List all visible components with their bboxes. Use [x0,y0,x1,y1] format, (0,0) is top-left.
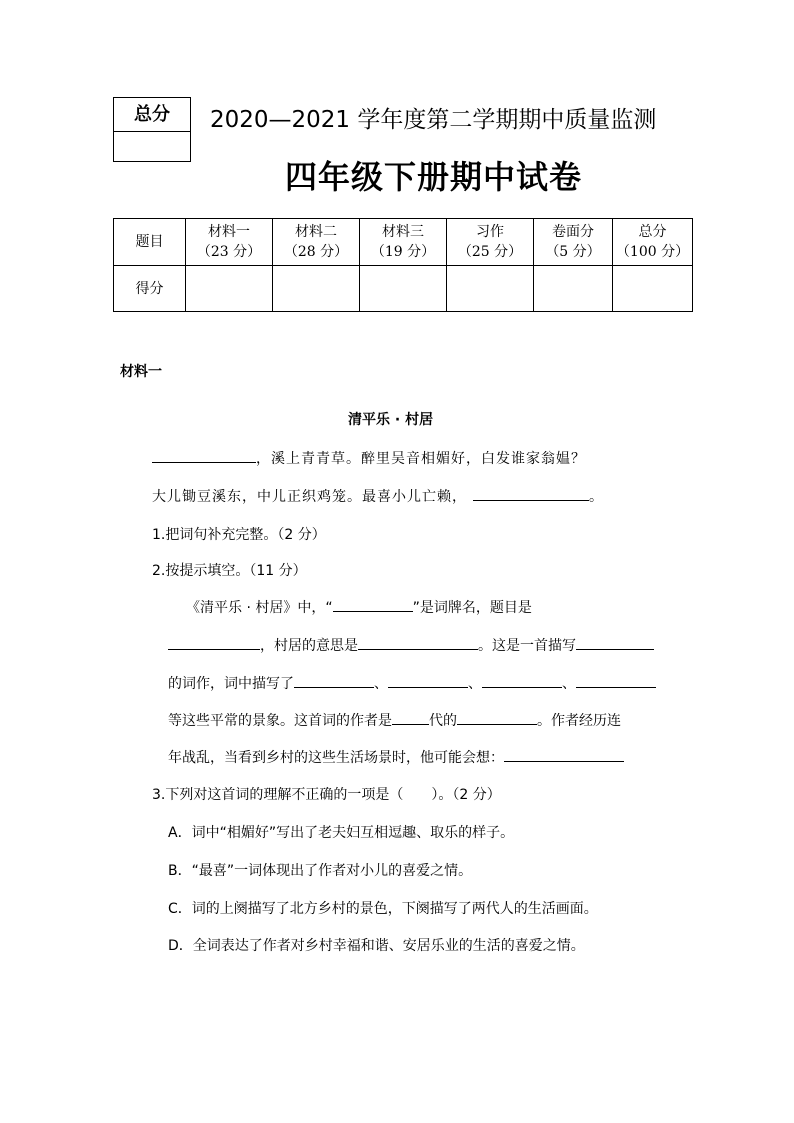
total-score-label: 总分 [114,98,190,132]
poem-text: ，溪上青青草。醉里吴音相媚好，白发谁家翁媪？ [256,451,586,467]
column-points: （25 分） [457,244,523,260]
q2-text: ，村居的意思是 [260,638,358,654]
column-header [613,219,693,266]
column-name: 卷面分 [552,224,594,240]
score-cell[interactable] [613,266,693,312]
column-name: 材料一 [208,224,250,240]
poem-title: 清平乐 · 村居 [348,412,434,428]
answer-blank[interactable] [576,635,654,650]
option-d[interactable]: D．全词表达了作者对乡村幸福和谐、安居乐业的生活的喜爱之情。 [168,938,585,954]
poem-text: 。 [589,489,604,505]
score-cell[interactable] [360,266,447,312]
q2-text: 《清平乐 · 村居》中，“ [186,600,333,616]
column-points: （28 分） [283,244,349,260]
row-label-topic: 题目 [114,219,186,266]
q2-text: 、 [374,676,388,692]
answer-blank[interactable] [576,673,656,688]
q2-line-1 [186,597,532,617]
column-header [273,219,360,266]
exam-title: 2020—2021 学年度第二学期期中质量监测 [210,107,657,133]
answer-blank[interactable] [388,673,468,688]
row-label-score: 得分 [114,266,186,312]
q2-line-2 [168,635,654,655]
column-header [360,219,447,266]
score-cell[interactable] [186,266,273,312]
poem-line-2 [152,486,604,506]
q2-line-3 [168,673,656,693]
score-cell[interactable] [273,266,360,312]
score-table-score-row [114,266,693,312]
q2-text: 、 [562,676,576,692]
answer-blank[interactable] [482,673,562,688]
answer-blank[interactable] [504,747,624,762]
q2-line-5 [168,747,624,767]
question-3: 3.下列对这首词的理解不正确的一项是（ ）。（2 分） [152,787,501,803]
q2-text: 代的 [429,713,457,729]
poem-line-1 [152,448,586,468]
column-name: 总分 [638,224,667,240]
q2-text: 的词作，词中描写了 [168,676,294,692]
column-header [186,219,273,266]
q2-text: 。这是一首描写 [478,638,576,654]
column-points: （5 分） [545,244,601,260]
column-name: 材料二 [295,224,337,240]
column-points: （100 分） [615,244,690,260]
q2-text: 等这些平常的景象。这首词的作者是 [168,713,392,729]
question-1: 1.把词句补充完整。（2 分） [152,527,326,543]
answer-blank[interactable] [392,710,429,725]
q2-text: 、 [468,676,482,692]
poem-text: 大儿锄豆溪东，中儿正织鸡笼。最喜小儿亡赖， [152,489,467,505]
score-cell[interactable] [534,266,613,312]
q2-text: ”是词牌名，题目是 [412,600,532,616]
score-table-header-row [114,219,693,266]
column-name: 习作 [476,224,504,240]
question-2: 2.按提示填空。（11 分） [152,563,307,579]
answer-blank[interactable] [358,635,478,650]
q2-text: 。作者经历连 [537,713,621,729]
answer-blank[interactable] [457,710,537,725]
answer-blank[interactable] [152,448,256,463]
exam-subtitle: 四年级下册期中试卷 [285,158,583,196]
column-header [534,219,613,266]
column-name: 材料三 [382,224,424,240]
answer-blank[interactable] [473,486,589,501]
answer-blank[interactable] [333,597,413,612]
option-c[interactable]: C．词的上阕描写了北方乡村的景色，下阕描写了两代人的生活画面。 [168,901,598,917]
column-header [447,219,534,266]
column-points: （23 分） [196,244,262,260]
column-points: （19 分） [370,244,436,260]
answer-blank[interactable] [168,635,260,650]
total-score-box [113,97,191,162]
answer-blank[interactable] [294,673,374,688]
option-b[interactable]: B．“最喜”一词体现出了作者对小儿的喜爱之情。 [168,863,473,879]
section-heading: 材料一 [120,364,162,380]
q2-line-4 [168,710,621,730]
score-cell[interactable] [447,266,534,312]
score-table [113,218,693,312]
option-a[interactable]: A．词中“相媚好”写出了老夫妇互相逗趣、取乐的样子。 [168,825,515,841]
q2-text: 年战乱，当看到乡村的这些生活场景时，他可能会想： [168,750,504,766]
